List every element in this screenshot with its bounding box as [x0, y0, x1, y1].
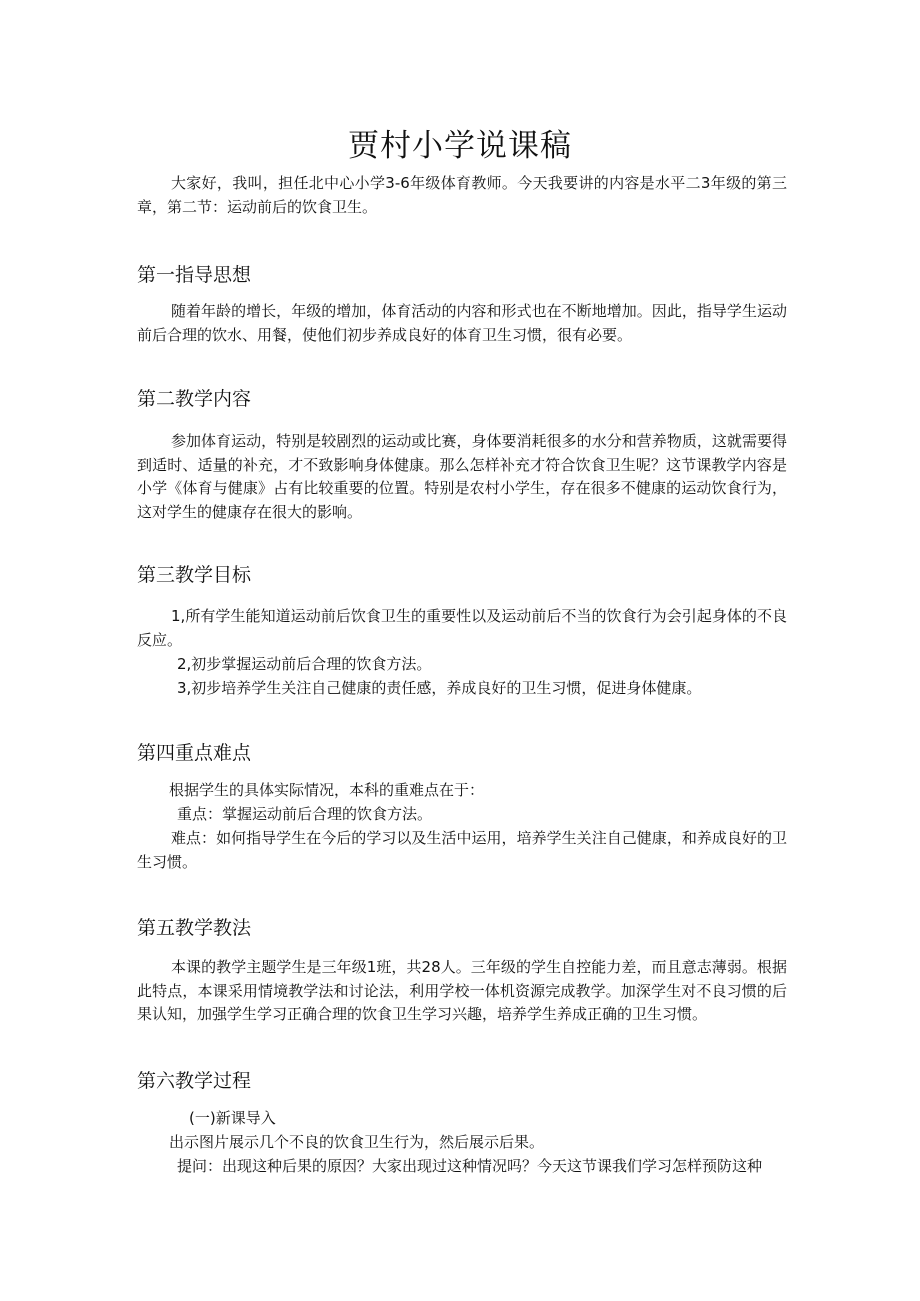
- process-subheading: (一)新课导入: [189, 1109, 276, 1127]
- intro-paragraph: 大家好，我叫，担任北中心小学3-6年级体育教师。今天我要讲的内容是水平二3年级的第三章，第二节：运动前后的饮食卫生。: [137, 174, 787, 216]
- section-heading-2: 第二教学内容: [137, 388, 252, 410]
- key-point-text: 重点：掌握运动前后合理的饮食方法。: [177, 805, 433, 823]
- objective-item-1: 1,所有学生能知道运动前后饮食卫生的重要性以及运动前后不当的饮食行为会引起身体的不良反应。: [137, 607, 787, 649]
- objective-item-3: 3,初步培养学生关注自己健康的责任感，养成良好的卫生习惯，促进身体健康。: [177, 679, 702, 697]
- section-body-5: 本课的教学主题学生是三年级1班，共28人。三年级的学生自控能力差，而且意志薄弱。根据此特点，本课采用情境教学法和讨论法，利用学校一体机资源完成教学。加深学生对不良习惯的后果认知，加强学生学习正确合理的饮食卫生学习兴趣，培养学生养成正确的卫生习惯。: [137, 958, 787, 1023]
- difficulty-text: 难点：如何指导学生在今后的学习以及生活中运用，培养学生关注自己健康，和养成良好的卫生习惯。: [137, 829, 787, 871]
- document-title: 贾村小学说课稿: [348, 128, 572, 164]
- section-heading-4: 第四重点难点: [137, 742, 252, 764]
- section-heading-6: 第六教学过程: [137, 1070, 252, 1092]
- key-points-lead: 根据学生的具体实际情况，本科的重难点在于：: [169, 781, 485, 799]
- process-line-2: 提问：出现这种后果的原因？大家出现过这种情况吗？今天这节课我们学习怎样预防这种: [177, 1157, 763, 1175]
- section-heading-3: 第三教学目标: [137, 564, 252, 586]
- section-heading-5: 第五教学教法: [137, 917, 252, 939]
- section-heading-1: 第一指导思想: [137, 264, 252, 286]
- process-line-1: 出示图片展示几个不良的饮食卫生行为，然后展示后果。: [169, 1133, 545, 1151]
- section-body-1: 随着年龄的增长，年级的增加，体育活动的内容和形式也在不断地增加。因此，指导学生运动前后合理的饮水、用餐，使他们初步养成良好的体育卫生习惯，很有必要。: [137, 302, 787, 344]
- section-body-2: 参加体育运动，特别是较剧烈的运动或比赛，身体要消耗很多的水分和营养物质，这就需要得到适时、适量的补充，才不致影响身体健康。那么怎样补充才符合饮食卫生呢？这节课教学内容是小学《体育与健康》占有比较重要的位置。特别是农村小学生，存在很多不健康的运动饮食行为，这对学生的健康存在很大的影响。: [137, 432, 787, 521]
- objective-item-2: 2,初步掌握运动前后合理的饮食方法。: [177, 655, 432, 673]
